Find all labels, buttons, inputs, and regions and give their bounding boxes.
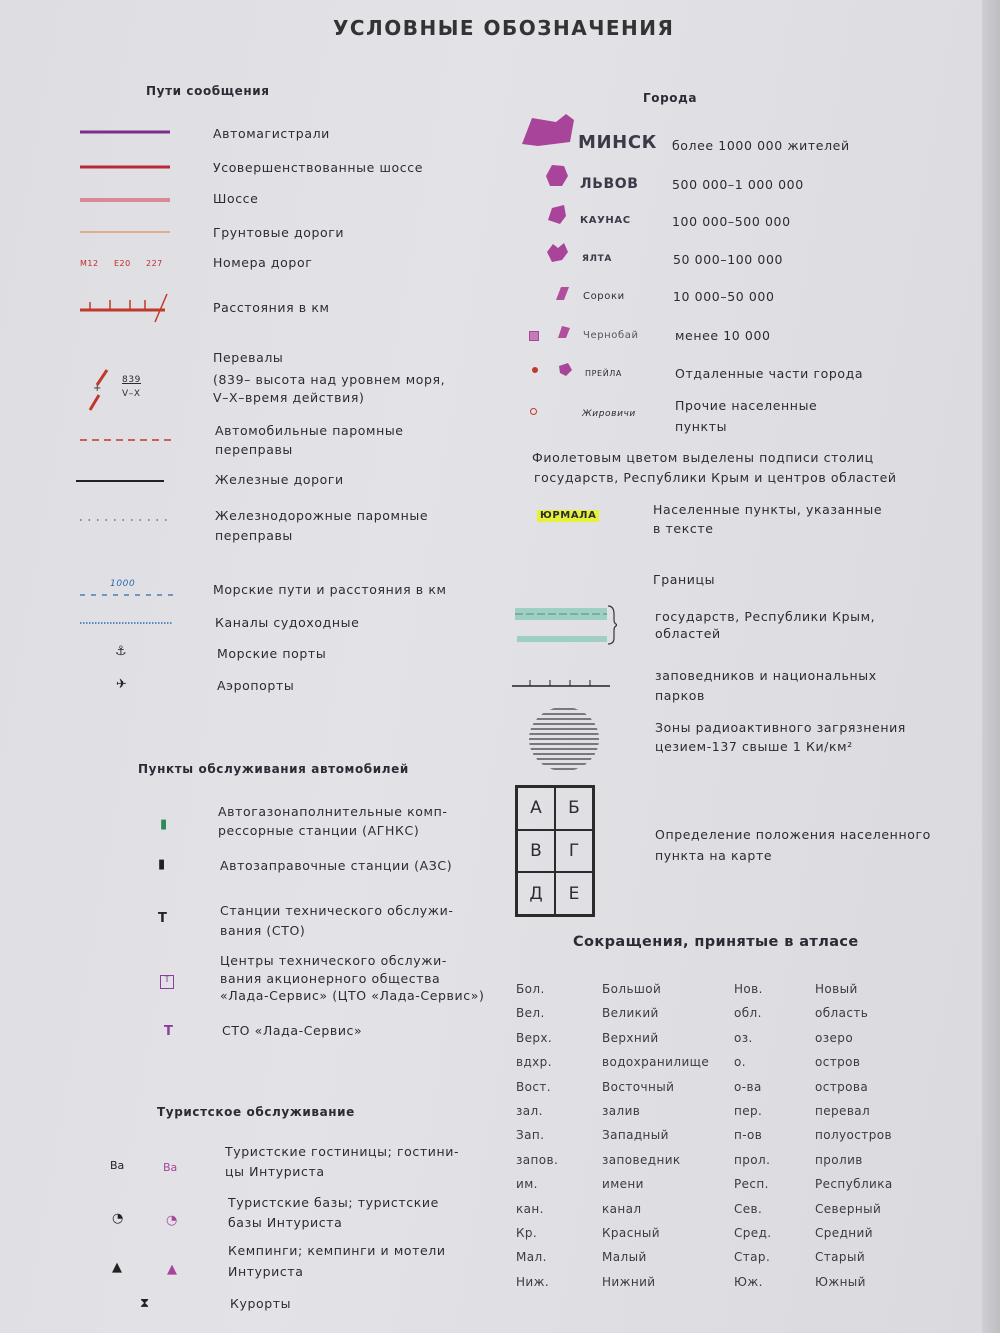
city-large-symbol [542,162,572,190]
abbreviation-full: Новый [815,982,858,996]
sea-route-icon [78,588,178,602]
service-station-icon: T [158,911,167,926]
legend-sto: Станции технического обслужи- [220,903,454,918]
legend-airports: Аэропорты [217,678,295,693]
highlight-desc: Населенные пункты, указанные [653,502,883,517]
abbreviation-short: Верх. [516,1031,553,1045]
legend-lada-station: СТО «Лада-Сервис» [222,1023,363,1038]
road-number-1: M12 [80,259,99,268]
grid-caption: Определение положения населенного [655,827,931,842]
city-million-symbol [518,112,578,152]
radiation-zone-icon [524,703,604,773]
legend-highway: Шоссе [213,191,259,206]
abbreviation-full: озеро [815,1031,854,1045]
reserve-border-icon [510,676,620,696]
abbreviation-full: Западный [602,1128,669,1142]
cities-heading: Города [643,91,698,105]
pop-chernobay: менее 10 000 [675,328,771,343]
abbreviation-short: Бол. [516,982,545,996]
airplane-icon: ✈ [116,677,127,692]
city-zhirovichi: Жировичи [582,409,636,419]
abbreviation-short: Кр. [516,1226,538,1240]
abbreviation-short: вдхр. [516,1055,552,1069]
abbreviation-short: Вел. [516,1006,545,1020]
legend-car-ferry: Автомобильные паромные [215,423,404,438]
abbreviation-full: Верхний [602,1031,659,1045]
road-number-2: E20 [114,259,131,268]
city-yalta: ЯЛТА [582,254,612,264]
legend-motorway: Автомагистрали [213,126,330,141]
city-kaunas: КАУНАС [580,215,631,226]
abbreviation-full: залив [602,1104,641,1118]
abbreviation-short: Респ. [734,1177,769,1191]
legend-lada-center: Центры технического обслужи- [220,953,447,968]
legend-dirt-road: Грунтовые дороги [213,225,345,240]
district-symbol [556,360,576,380]
legend-rail-ferry: Железнодорожные паромные [215,508,429,523]
pop-soroki: 10 000–50 000 [673,289,775,304]
pop-other: Прочие населенные [675,398,818,413]
grid-cell-a: А [517,787,555,830]
abbreviation-full: Республика [815,1177,893,1191]
abbreviation-short: Зап. [516,1128,545,1142]
abbreviation-short: запов. [516,1153,559,1167]
intourist-base-icon: ◔ [166,1213,178,1228]
svg-text:+: + [93,383,102,394]
pop-yalta: 50 000–100 000 [673,252,784,267]
highlight-name: ЮРМАЛА [537,510,599,522]
sea-distance: 1000 [110,579,136,589]
legend-camping: Кемпинги; кемпинги и мотели [228,1243,446,1258]
abbreviation-full: Большой [602,982,662,996]
abbreviation-short: зал. [516,1104,543,1118]
village-symbol [556,324,574,342]
railway-icon [74,474,174,488]
legend-distances: Расстояния в км [213,300,330,315]
camping-icon: ▲ [112,1260,122,1275]
abbreviation-full: острова [815,1080,869,1094]
abbreviation-short: Нов. [734,982,763,996]
legend-tourist-bases-2: базы Интуриста [228,1215,343,1230]
legend-state-borders: государств, Республики Крым, [655,609,876,624]
rail-ferry-icon [78,514,178,526]
fuel-station-icon: ▮ [158,857,166,872]
legend-radiation: Зоны радиоактивного загрязнения [655,720,906,735]
grid-cell-v: В [517,830,555,873]
pass-icon [85,365,125,415]
abbreviation-full: Великий [602,1006,659,1020]
abbreviation-short: о-ва [734,1080,762,1094]
pop-kaunas: 100 000–500 000 [672,214,791,229]
abbreviation-full: Малый [602,1250,647,1264]
abbreviation-short: обл. [734,1006,762,1020]
legend-sto-2: вания (СТО) [220,923,306,938]
legend-hotels-2: цы Интуриста [225,1164,325,1179]
legend-camping-2: Интуриста [228,1264,304,1279]
abbreviation-short: Стар. [734,1250,771,1264]
legend-hotels: Туристские гостиницы; гостини- [225,1144,460,1159]
abbreviation-short: Вост. [516,1080,551,1094]
abbreviations-heading: Сокращения, принятые в атласе [573,934,859,950]
location-grid [515,785,595,917]
resort-icon: ⧗ [140,1296,150,1311]
legend-radiation-2: цезием-137 свыше 1 Ки/км² [655,739,853,754]
city-small-symbol [544,240,572,266]
lada-center-icon: T [160,975,174,989]
lada-station-icon: T [164,1024,173,1039]
abbreviation-short: прол. [734,1153,771,1167]
canal-icon [78,618,178,630]
anchor-icon: ⚓ [115,644,127,659]
legend-pass: Перевалы [213,350,284,365]
district-dot-icon [532,367,538,373]
legend-railway: Железные дороги [215,472,344,487]
legend-lada-center-3: «Лада-Сервис» (ЦТО «Лада-Сервис») [220,988,485,1003]
road-number-3: 227 [146,259,163,268]
abbreviation-full: пролив [815,1153,863,1167]
city-medium-symbol [544,202,570,228]
legend-state-borders-2: областей [655,626,721,641]
capitals-note-2: государств, Республики Крым и центров областей [534,470,897,485]
abbreviation-full: водохранилище [602,1055,710,1069]
legend-agnks-2: рессорные станции (АГНКС) [218,823,420,838]
abbreviation-full: Красный [602,1226,661,1240]
legend-lada-center-2: вания акционерного общества [220,971,441,986]
tourist-base-icon: ◔ [112,1211,124,1226]
abbreviation-full: Старый [815,1250,866,1264]
abbreviation-full: область [815,1006,869,1020]
page-edge [982,0,1000,1333]
pop-lvov: 500 000–1 000 000 [672,177,804,192]
grid-cell-b: Б [555,787,593,830]
abbreviation-full: канал [602,1202,642,1216]
pop-minsk: более 1000 000 жителей [672,138,850,153]
legend-azs: Автозаправочные станции (АЗС) [220,858,453,873]
abbreviation-full: заповедник [602,1153,681,1167]
grid-cell-g: Г [555,830,593,873]
highlight-desc-2: в тексте [653,521,714,536]
hotel-icon: Ba [110,1159,125,1172]
abbreviation-full: Южный [815,1275,866,1289]
legend-sea-ports: Морские порты [217,646,327,661]
abbreviation-short: кан. [516,1202,544,1216]
abbreviation-short: Сред. [734,1226,772,1240]
abbreviation-full: имени [602,1177,644,1191]
abbreviation-full: Нижний [602,1275,656,1289]
pop-other-2: пункты [675,419,728,434]
city-soroki: Сороки [583,291,625,302]
intourist-camping-icon: ▲ [167,1262,177,1277]
abbreviation-short: Ниж. [516,1275,550,1289]
settlement-circle-icon [530,408,537,415]
distance-icon [75,290,175,326]
intourist-hotel-icon: Ba [163,1161,178,1174]
legend-reserves-2: парков [655,688,705,703]
auto-service-heading: Пункты обслуживания автомобилей [138,762,409,776]
pass-height: 839 [122,375,141,385]
grid-caption-2: пункта на карте [655,848,773,863]
transport-heading: Пути сообщения [146,84,270,98]
pop-preila: Отдаленные части города [675,366,864,381]
borders-heading: Границы [653,572,716,587]
legend-resorts: Курорты [230,1296,292,1311]
legend-pass-period: V–X–время действия) [213,390,365,405]
grid-cell-d: Д [517,872,555,915]
page-title: УСЛОВНЫЕ ОБОЗНАЧЕНИЯ [333,16,675,40]
abbreviation-full: Средний [815,1226,873,1240]
abbreviation-full: Восточный [602,1080,675,1094]
city-chernobay: Чернобай [583,330,639,341]
abbreviation-full: Северный [815,1202,882,1216]
legend-tourist-bases: Туристские базы; туристские [228,1195,439,1210]
city-preila: ПРЕЙЛА [585,369,622,378]
city-minsk: МИНСК [578,132,657,153]
legend-road-numbers: Номера дорог [213,255,313,270]
abbreviation-short: оз. [734,1031,753,1045]
legend-reserves: заповедников и национальных [655,668,877,683]
village-square-icon [529,331,539,341]
pass-period: V–X [122,389,141,399]
legend-agnks: Автогазонаполнительные комп- [218,804,448,819]
abbreviation-full: полуостров [815,1128,892,1142]
legend-canals: Каналы судоходные [215,615,360,630]
road-symbols [75,120,180,250]
abbreviation-short: о. [734,1055,746,1069]
city-lvov: ЛЬВОВ [580,176,639,192]
gas-compressor-icon: ▮ [160,817,168,832]
abbreviation-short: Сев. [734,1202,763,1216]
legend-pass-height: (839– высота над уровнем моря, [213,372,446,387]
city-town-symbol [553,284,573,304]
legend-rail-ferry-2: переправы [215,528,293,543]
abbreviation-short: пер. [734,1104,763,1118]
abbreviation-short: Юж. [734,1275,763,1289]
capitals-note: Фиолетовым цветом выделены подписи столиц [532,450,874,465]
legend-improved-road: Усовершенствованные шоссе [213,160,424,175]
abbreviation-full: перевал [815,1104,871,1118]
abbreviation-full: остров [815,1055,861,1069]
abbreviation-short: им. [516,1177,538,1191]
abbreviation-short: Мал. [516,1250,547,1264]
abbreviation-short: п-ов [734,1128,763,1142]
car-ferry-icon [78,432,178,448]
tourist-heading: Туристское обслуживание [157,1105,355,1119]
legend-sea-routes: Морские пути и расстояния в км [213,582,447,597]
legend-car-ferry-2: переправы [215,442,293,457]
state-border-icon [512,604,617,648]
grid-cell-e: Е [555,872,593,915]
